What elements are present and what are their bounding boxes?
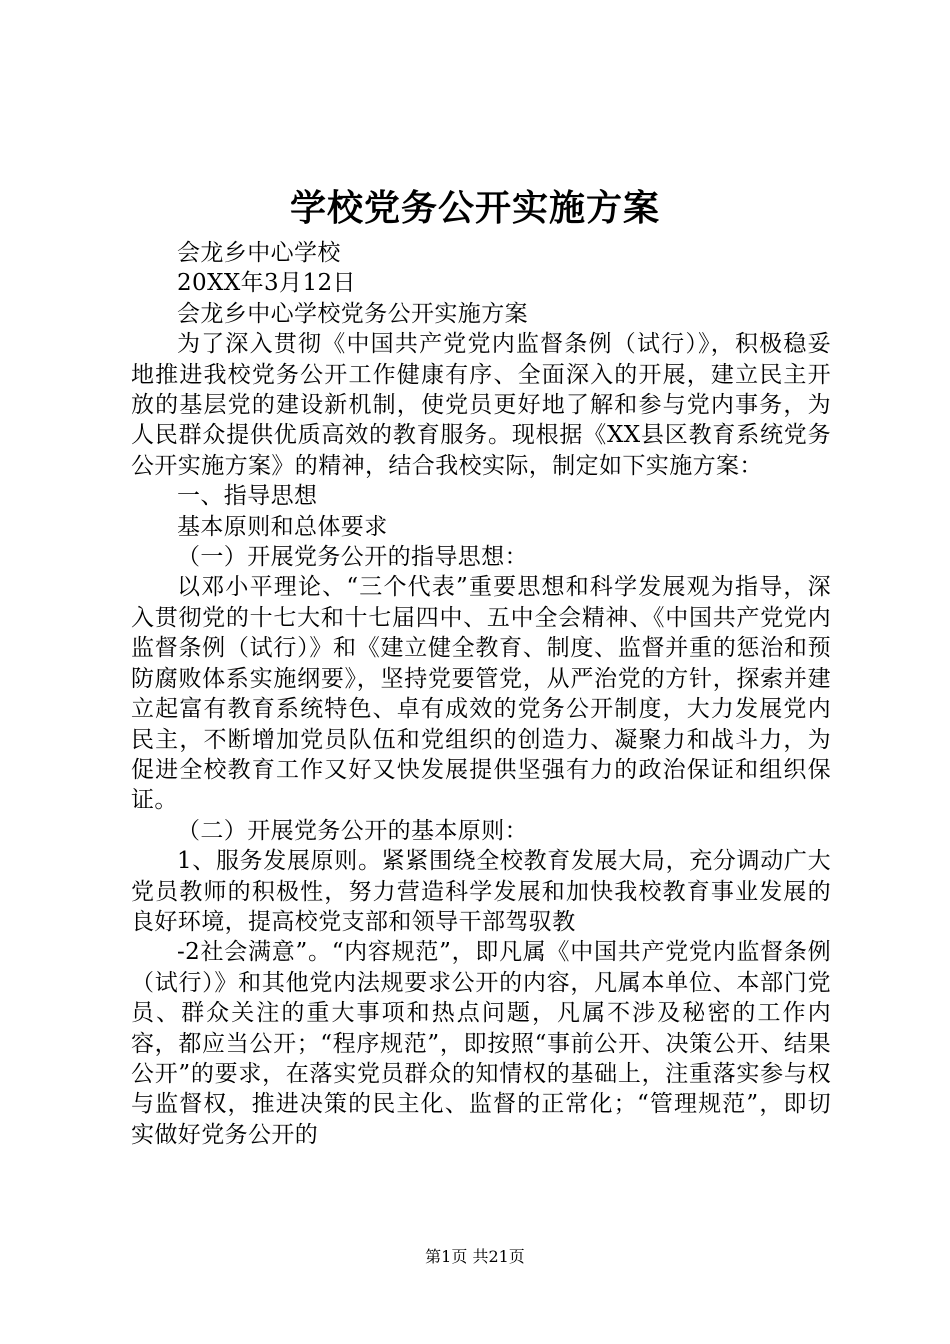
document-body bbox=[131, 238, 831, 1150]
section-heading-guiding-thought: 一、指导思想 bbox=[177, 483, 318, 510]
document-title: 学校党务公开实施方案 bbox=[289, 187, 660, 229]
section-subheading-principles: 基本原则和总体要求 bbox=[177, 513, 388, 540]
school-name-line: 会龙乡中心学校 bbox=[177, 240, 341, 266]
subtitle-line: 会龙乡中心学校党务公开实施方案 bbox=[177, 300, 528, 327]
date-line: 20XX年3月12日 bbox=[177, 270, 356, 297]
principle-1-paragraph: 1、服务发展原则。紧紧围绕全校教育发展大局，充分调动广大党员教师的积极性，努力营造科学发展和加快我校教育事业发展的良好环境，提高校党支部和领导干部驾驭教 bbox=[131, 848, 831, 935]
continuation-paragraph: -2社会满意”。“内容规范”，即凡属《中国共产党党内监督条例（试行）》和其他党内法规要求公开的内容，凡属本单位、本部门党员、群众关注的重大事项和热点问题，凡属不涉及秘密的工作内容，都应当公开；“程序规范”，即按照“事前公开、决策公开、结果公开”的要求，在落实党员群众的知情权的基础上，注重落实参与权与监督权，推进决策的民主化、监督的正常化；“管理规范”，即切实做好党务公开的 bbox=[131, 939, 831, 1148]
page-footer: 第1页 共21页 bbox=[425, 1247, 525, 1266]
subsection-heading-1: （一）开展党务公开的指导思想： bbox=[177, 544, 528, 571]
subsection-heading-2: （二）开展党务公开的基本原则： bbox=[177, 817, 528, 844]
guiding-thought-paragraph: 以邓小平理论、“三个代表”重要思想和科学发展观为指导，深入贯彻党的十七大和十七届四中、五中全会精神、《中国共产党党内监督条例（试行）》和《建立健全教育、制度、监督并重的惩治和预防腐败体系实施纲要》，坚持党要管党，从严治党的方针，探索并建立起富有教育系统特色、卓有成效的党务公开制度，大力发展党内民主，不断增加党员队伍和党组织的创造力、凝聚力和战斗力，为促进全校教育工作又好又快发展提供坚强有力的政治保证和组织保证。 bbox=[131, 574, 831, 814]
intro-paragraph: 为了深入贯彻《中国共产党党内监督条例（试行）》，积极稳妥地推进我校党务公开工作健康有序、全面深入的开展，建立民主开放的基层党的建设新机制，使党员更好地了解和参与党内事务，为人民群众提供优质高效的教育服务。现根据《XX县区教育系统党务公开实施方案》的精神，结合我校实际，制定如下实施方案： bbox=[131, 331, 831, 479]
